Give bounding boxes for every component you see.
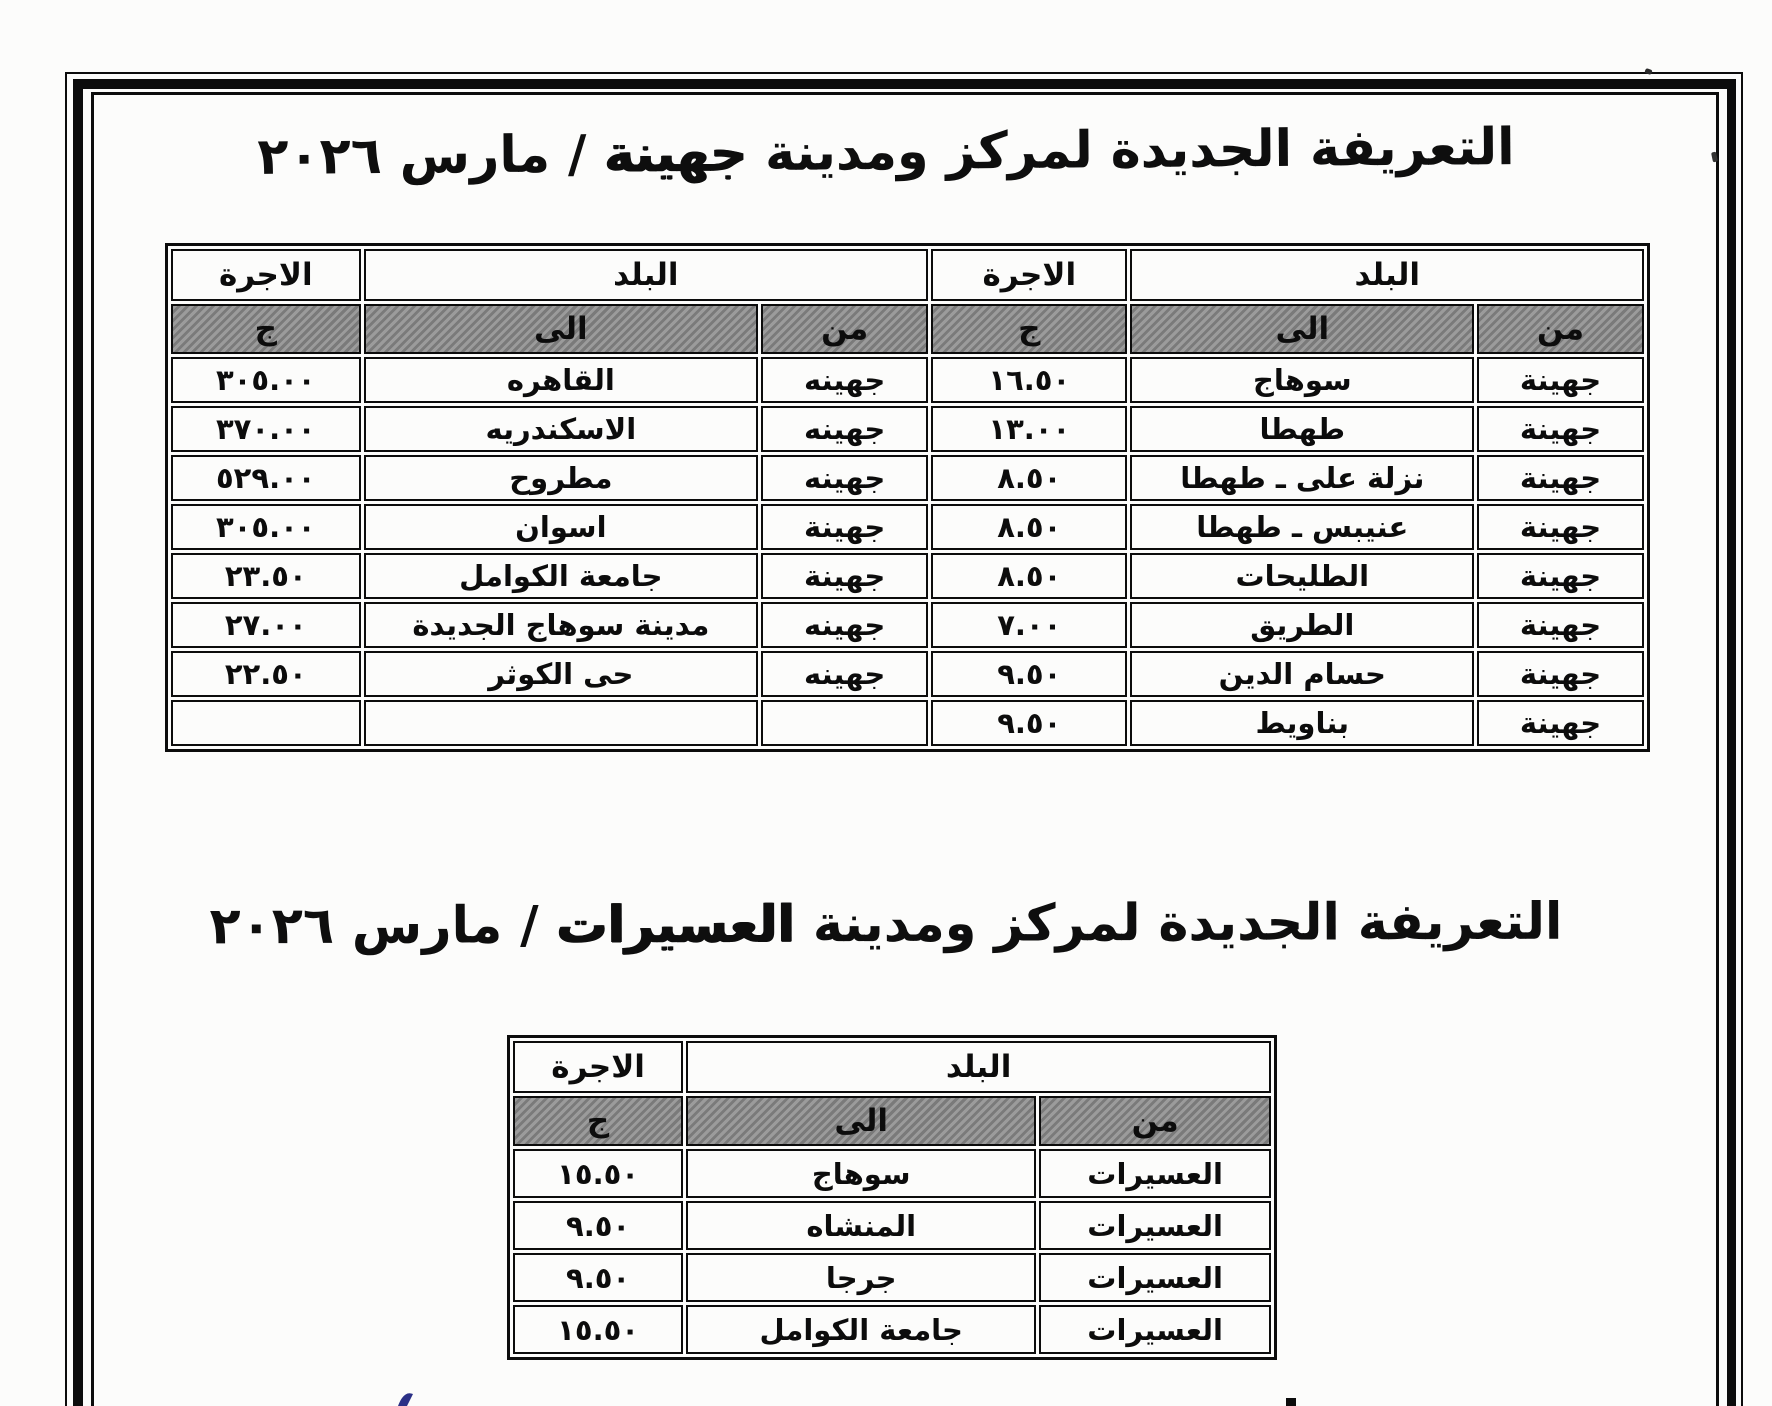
t2-row4-to: جامعة الكوامل: [686, 1305, 1036, 1354]
asirat-title-prefix: التعريفة الجديدة لمركز ومدينة: [812, 892, 1563, 955]
t1-row6-l_from: جهينه: [761, 602, 928, 648]
t2-row2-fare: ٩.٥٠: [513, 1201, 683, 1250]
t1-row3-r_fare: ٨.٥٠: [931, 455, 1127, 501]
t1-row2-l_from: جهينه: [761, 406, 928, 452]
t2-row1-fare: ١٥.٥٠: [513, 1149, 683, 1198]
t1-row1-l_from: جهينه: [761, 357, 928, 403]
t1-row1-r_from: جهينة: [1477, 357, 1644, 403]
t1-row4-r_from: جهينة: [1477, 504, 1644, 550]
asirat-title: [95, 869, 1677, 980]
t2-row1-from: العسيرات: [1039, 1149, 1271, 1198]
t1-header-fare-right: الاجرة: [931, 249, 1127, 301]
t1-row5-r_to: الطليحات: [1130, 553, 1474, 599]
asirat-fare-table: [507, 1035, 1277, 1360]
t1-row4-r_to: عنيبس ـ طهطا: [1130, 504, 1474, 550]
t2-header-country: البلد: [686, 1041, 1271, 1093]
t1-row1-r_to: سوهاج: [1130, 357, 1474, 403]
t1-row7-r_to: حسام الدين: [1130, 651, 1474, 697]
asirat-title-date: / مارس ٢٠٢٦: [209, 896, 539, 957]
t2-row4-from: العسيرات: [1039, 1305, 1271, 1354]
t1-header-country-left: البلد: [364, 249, 929, 301]
t1-subheader-to-left: الى: [364, 304, 759, 354]
t1-row8-r_from: جهينة: [1477, 700, 1644, 746]
t2-row3-fare: ٩.٥٠: [513, 1253, 683, 1302]
t1-row8-l_fare: [171, 700, 361, 746]
t1-row1-l_fare: ٣٠٥.٠٠: [171, 357, 361, 403]
stray-ink-mark: [1286, 1398, 1296, 1406]
t1-row8-r_fare: ٩.٥٠: [931, 700, 1127, 746]
juhayna-title-date: / مارس ٢٠٢٦: [257, 125, 587, 187]
t1-row4-r_fare: ٨.٥٠: [931, 504, 1127, 550]
t1-row6-l_fare: ٢٧.٠٠: [171, 602, 361, 648]
t1-row8-l_to: [364, 700, 759, 746]
t1-row1-r_fare: ١٦.٥٠: [931, 357, 1127, 403]
t1-row3-l_to: مطروح: [364, 455, 759, 501]
t1-row7-r_fare: ٩.٥٠: [931, 651, 1127, 697]
t1-row5-l_from: جهينة: [761, 553, 928, 599]
juhayna-title-prefix: التعريفة الجديدة لمركز ومدينة: [764, 118, 1515, 183]
blue-pen-stroke: [396, 1390, 422, 1406]
t1-row6-r_fare: ٧.٠٠: [931, 602, 1127, 648]
juhayna-title-city: جهينة: [603, 124, 748, 185]
t1-row5-r_fare: ٨.٥٠: [931, 553, 1127, 599]
juhayna-fare-table: [165, 243, 1650, 752]
t1-row6-l_to: مدينة سوهاج الجديدة: [364, 602, 759, 648]
t1-row2-l_fare: ٣٧٠.٠٠: [171, 406, 361, 452]
asirat-title-city: العسيرات: [556, 895, 796, 956]
t1-row3-l_fare: ٥٢٩.٠٠: [171, 455, 361, 501]
t2-subheader-from: من: [1039, 1096, 1271, 1146]
t1-subheader-to-right: الى: [1130, 304, 1474, 354]
t1-row6-r_from: جهينة: [1477, 602, 1644, 648]
t2-header-fare: الاجرة: [513, 1041, 683, 1093]
t1-subheader-fare-right: ج: [931, 304, 1127, 354]
t1-row2-r_from: جهينة: [1477, 406, 1644, 452]
t1-header-country-right: البلد: [1130, 249, 1644, 301]
t1-row7-r_from: جهينة: [1477, 651, 1644, 697]
t2-row1-to: سوهاج: [686, 1149, 1036, 1198]
t1-row2-l_to: الاسكندريه: [364, 406, 759, 452]
t2-subheader-to: الى: [686, 1096, 1036, 1146]
t1-row4-l_to: اسوان: [364, 504, 759, 550]
t1-subheader-from-right: من: [1477, 304, 1644, 354]
t1-row8-l_from: [761, 700, 928, 746]
juhayna-title: [95, 94, 1678, 211]
t1-row1-l_to: القاهره: [364, 357, 759, 403]
t1-row8-r_to: بناويط: [1130, 700, 1474, 746]
t1-row5-l_fare: ٢٣.٥٠: [171, 553, 361, 599]
t1-row4-l_fare: ٣٠٥.٠٠: [171, 504, 361, 550]
t1-row7-l_from: جهينه: [761, 651, 928, 697]
t1-row6-r_to: الطريق: [1130, 602, 1474, 648]
t2-subheader-fare: ج: [513, 1096, 683, 1146]
t1-row3-r_to: نزلة على ـ طهطا: [1130, 455, 1474, 501]
t1-row2-r_fare: ١٣.٠٠: [931, 406, 1127, 452]
t1-row7-l_to: حى الكوثر: [364, 651, 759, 697]
t1-subheader-from-left: من: [761, 304, 928, 354]
t1-row5-r_from: جهينة: [1477, 553, 1644, 599]
t1-row4-l_from: جهينة: [761, 504, 928, 550]
t1-row2-r_to: طهطا: [1130, 406, 1474, 452]
t1-row5-l_to: جامعة الكوامل: [364, 553, 759, 599]
t2-row2-to: المنشاه: [686, 1201, 1036, 1250]
t2-row2-from: العسيرات: [1039, 1201, 1271, 1250]
t2-row3-to: جرجا: [686, 1253, 1036, 1302]
t1-row3-r_from: جهينة: [1477, 455, 1644, 501]
t1-row3-l_from: جهينه: [761, 455, 928, 501]
t1-header-fare-left: الاجرة: [171, 249, 361, 301]
t2-row4-fare: ١٥.٥٠: [513, 1305, 683, 1354]
t1-subheader-fare-left: ج: [171, 304, 361, 354]
t1-row7-l_fare: ٢٢.٥٠: [171, 651, 361, 697]
t2-row3-from: العسيرات: [1039, 1253, 1271, 1302]
